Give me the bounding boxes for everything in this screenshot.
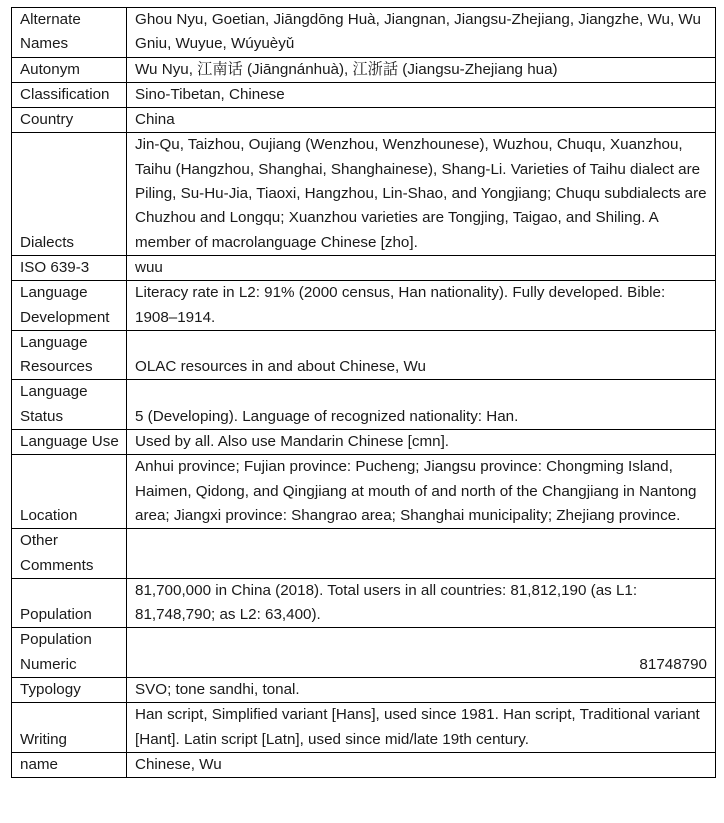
table-row <box>12 330 716 380</box>
table-row <box>12 455 716 529</box>
row-value-language-development: Literacy rate in L2: 91% (2000 census, Han nationality). Fully developed. Bible: 1908–1914. <box>127 281 716 331</box>
table-row <box>12 133 716 255</box>
row-label-other-comments: Other Comments <box>12 529 127 579</box>
row-value-language-use: Used by all. Also use Mandarin Chinese [cmn]. <box>127 430 716 455</box>
row-label-classification: Classification <box>12 82 127 107</box>
language-info-sheet <box>11 7 715 778</box>
row-label-writing: Writing <box>12 703 127 753</box>
table-row <box>12 255 716 280</box>
row-label-name: name <box>12 752 127 777</box>
table-row <box>12 380 716 430</box>
row-value-iso-639-3: wuu <box>127 255 716 280</box>
table-row <box>12 57 716 82</box>
row-value-alternate-names: Ghou Nyu, Goetian, Jiāngdōng Huà, Jiangnan, Jiangsu-Zhejiang, Jiangzhe, Wu, Wu Gniu, Wuyue, Wúyuèyǔ <box>127 8 716 58</box>
table-row <box>12 678 716 703</box>
row-label-typology: Typology <box>12 678 127 703</box>
table-row <box>12 430 716 455</box>
table-row <box>12 281 716 331</box>
row-value-location: Anhui province; Fujian province: Pucheng; Jiangsu province: Chongming Island, Haimen, Qidong, and Qingjiang at mouth of and north of the Changjiang in Nantong area; Jiangxi province: Shangrao area; Shanghai municipality; Zhejiang province. <box>127 455 716 529</box>
row-label-language-use: Language Use <box>12 430 127 455</box>
row-value-classification: Sino-Tibetan, Chinese <box>127 82 716 107</box>
table-row <box>12 752 716 777</box>
table-row <box>12 703 716 753</box>
language-info-table <box>11 7 716 778</box>
row-label-language-status: Language Status <box>12 380 127 430</box>
row-value-language-resources: OLAC resources in and about Chinese, Wu <box>127 330 716 380</box>
row-value-population: 81,700,000 in China (2018). Total users in all countries: 81,812,190 (as L1: 81,748,790; as L2: 63,400). <box>127 578 716 628</box>
row-value-name: Chinese, Wu <box>127 752 716 777</box>
row-value-writing: Han script, Simplified variant [Hans], used since 1981. Han script, Traditional variant [Hant]. Latin script [Latn], used since mid/late 19th century. <box>127 703 716 753</box>
row-label-iso-639-3: ISO 639-3 <box>12 255 127 280</box>
row-label-alternate-names: Alternate Names <box>12 8 127 58</box>
table-row <box>12 578 716 628</box>
row-label-population-numeric: Population Numeric <box>12 628 127 678</box>
row-value-population-numeric: 81748790 <box>127 628 716 678</box>
row-label-location: Location <box>12 455 127 529</box>
row-label-autonym: Autonym <box>12 57 127 82</box>
row-value-country: China <box>127 108 716 133</box>
row-value-language-status: 5 (Developing). Language of recognized nationality: Han. <box>127 380 716 430</box>
row-value-dialects: Jin-Qu, Taizhou, Oujiang (Wenzhou, Wenzhounese), Wuzhou, Chuqu, Xuanzhou, Taihu (Hangzhou, Shanghai, Shanghainese), Shang-Li. Varieties of Taihu dialect are Piling, Su-Hu-Jia, Tiaoxi, Hangzhou, Lin-Shao, and Yongjiang; Chuqu subdialects are Chuzhou and Longqu; Xuanzhou varieties are Tongjing, Taigao, and Shiling. A member of macrolanguage Chinese [zho]. <box>127 133 716 255</box>
table-row <box>12 108 716 133</box>
table-row <box>12 8 716 58</box>
row-label-language-resources: Language Resources <box>12 330 127 380</box>
table-row <box>12 529 716 579</box>
row-label-population: Population <box>12 578 127 628</box>
row-value-autonym: Wu Nyu, 江南话 (Jiāngnánhuà), 江浙話 (Jiangsu-Zhejiang hua) <box>127 57 716 82</box>
row-value-typology: SVO; tone sandhi, tonal. <box>127 678 716 703</box>
row-value-other-comments <box>127 529 716 579</box>
row-label-language-development: Language Development <box>12 281 127 331</box>
row-label-country: Country <box>12 108 127 133</box>
table-row <box>12 628 716 678</box>
table-row <box>12 82 716 107</box>
row-label-dialects: Dialects <box>12 133 127 255</box>
